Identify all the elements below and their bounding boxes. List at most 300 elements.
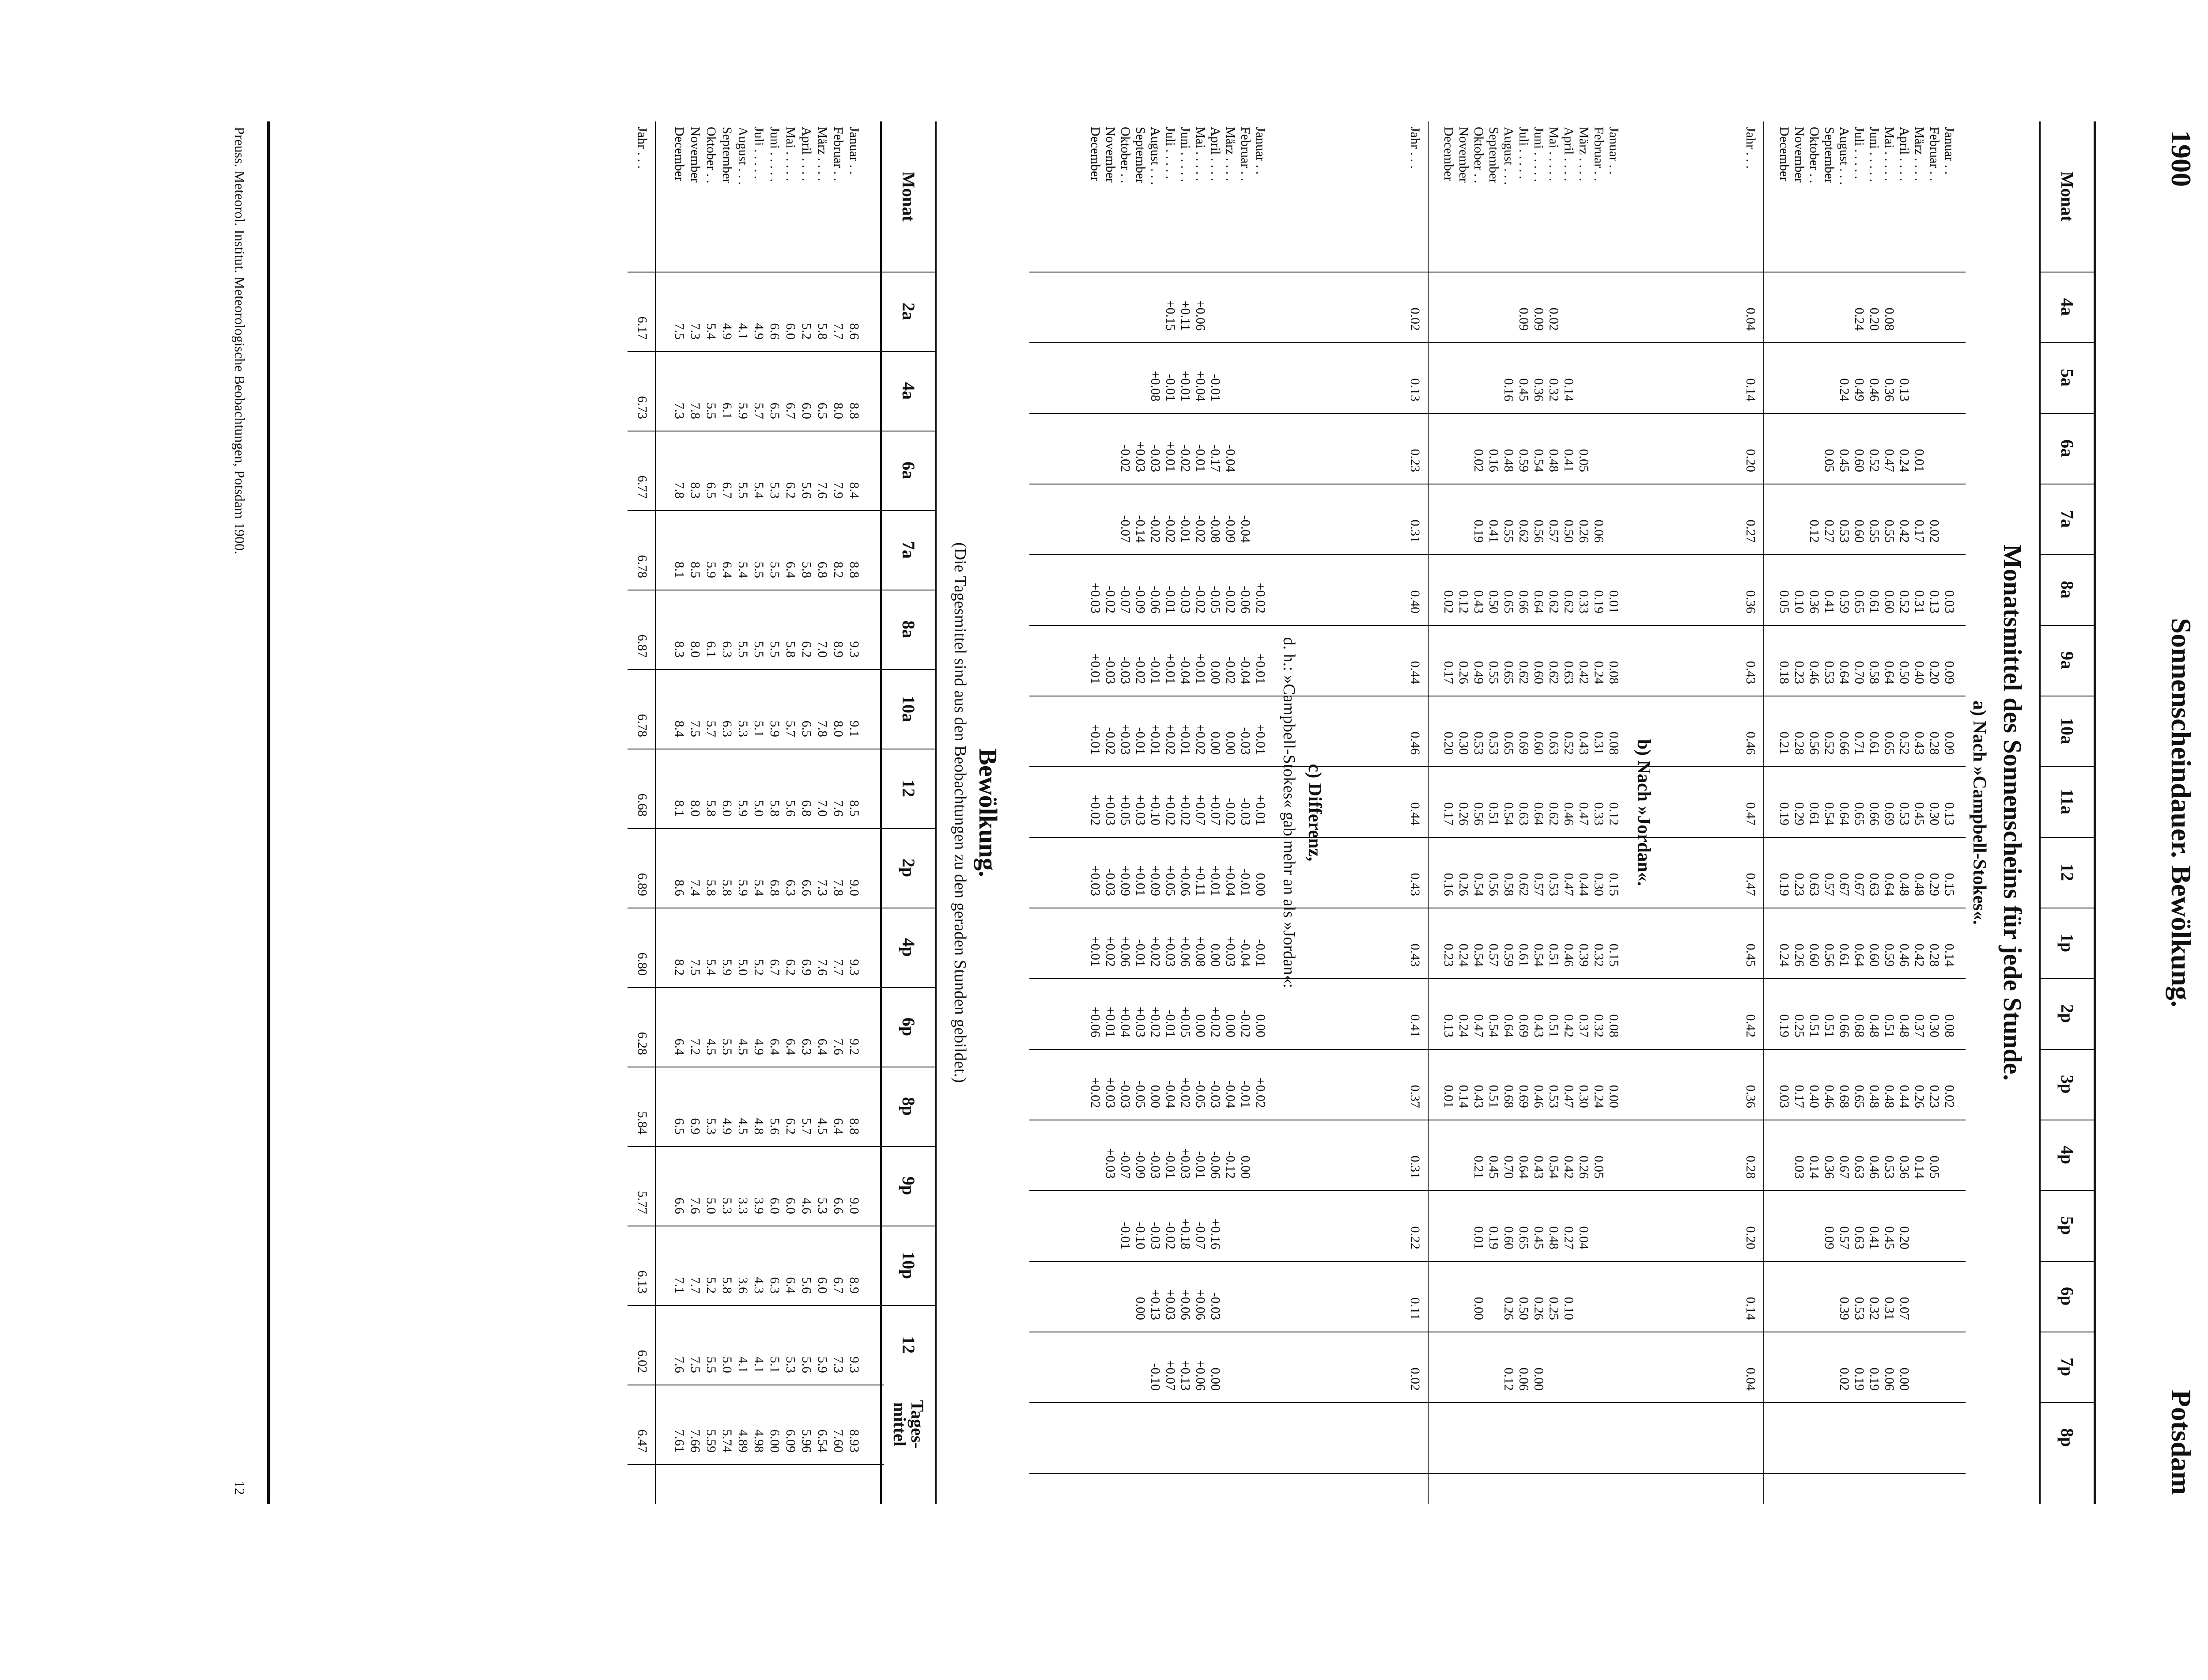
cell-value: 0.26 (1577, 1155, 1591, 1179)
cell-value: 0.32 (1867, 1297, 1882, 1320)
cell-value: 0.00 (1531, 1367, 1546, 1391)
cell-value: 0.17 (1441, 802, 1456, 825)
cell-value: +0.04 (1118, 1006, 1133, 1037)
cell-value: 0.24 (1897, 449, 1912, 472)
header-hour: 4p (2057, 1145, 2077, 1165)
cell-value: 0.27 (1822, 519, 1837, 543)
cell-value: 5.7 (783, 720, 798, 737)
cell-value: 8.3 (688, 482, 703, 499)
cell-value: 0.23 (1441, 943, 1456, 967)
cell-value: 0.46 (1867, 378, 1882, 401)
cell-value: 8.0 (831, 402, 846, 419)
cell-value: 0.39 (1837, 1297, 1852, 1320)
cell-value: -0.07 (1118, 1151, 1133, 1179)
cell-value: 4.9 (720, 1118, 734, 1135)
cell-value: 4.1 (752, 1356, 766, 1373)
cell-value: 0.56 (1486, 873, 1501, 896)
cell-value: 0.06 (1516, 1367, 1531, 1391)
cell-value: 6.4 (831, 1118, 846, 1135)
cell-value: +0.11 (1193, 866, 1208, 896)
cell-value: 8.8 (847, 1118, 862, 1135)
header-hour: 4a (2057, 298, 2077, 316)
cell-value: 0.13 (1942, 802, 1957, 825)
cell-value: -0.04 (1223, 1080, 1238, 1108)
cell-value: +0.02 (1103, 936, 1118, 967)
cell-value: 0.24 (1592, 1085, 1606, 1108)
cell-value: 4.5 (736, 1038, 750, 1055)
year-value: 0.11 (1408, 1297, 1422, 1320)
year-value: 0.47 (1743, 802, 1758, 825)
cell-value: 0.60 (1867, 943, 1882, 967)
cell-value: 0.19 (1777, 802, 1792, 825)
cell-value: 0.64 (1882, 661, 1897, 684)
cell-value: 5.0 (704, 1197, 718, 1214)
table-row (1516, 121, 1531, 1504)
cell-value: 0.64 (1882, 873, 1897, 896)
row-month-label: September (1133, 127, 1148, 184)
cell-value: -0.04 (1238, 939, 1253, 967)
cell-value: 0.68 (1852, 1014, 1867, 1037)
cell-value: 0.54 (1486, 1014, 1501, 1037)
cell-value: 8.8 (847, 561, 862, 578)
cell-value: 0.51 (1882, 1014, 1897, 1037)
page-header (2144, 121, 2197, 1504)
row-month-label: Oktober . . (704, 127, 718, 184)
cell-value: 9.3 (847, 1356, 862, 1373)
cell-value: +0.01 (1163, 441, 1178, 472)
header-hour: 8a (899, 621, 919, 638)
cell-value: -0.07 (1118, 586, 1133, 613)
cell-value: 6.1 (704, 641, 718, 658)
cell-value: 6.4 (783, 1277, 798, 1294)
row-month-label: Juni . . . . . (768, 127, 782, 182)
cell-value: 0.69 (1516, 1085, 1531, 1108)
cell-value: 7.8 (815, 720, 830, 737)
cell-value: 0.61 (1837, 943, 1852, 967)
table-row (735, 121, 750, 1504)
cell-value: 0.54 (1471, 943, 1486, 967)
cell-value: 0.13 (1927, 590, 1942, 613)
year-value: 0.43 (1408, 873, 1422, 896)
cell-value: 6.6 (799, 879, 814, 896)
cell-value: 5.8 (704, 879, 718, 896)
cell-value: -0.06 (1208, 1151, 1223, 1179)
cell-value: 0.50 (1486, 590, 1501, 613)
table-row (1807, 121, 1822, 1504)
cell-value: +0.03 (1088, 583, 1103, 613)
cell-value: -0.03 (1118, 1080, 1133, 1108)
cell-value: 0.13 (1897, 378, 1912, 401)
row-month-label: Februar . . (831, 127, 846, 182)
cell-value: 0.43 (1471, 1085, 1486, 1108)
year-label: Jahr . . . (1408, 127, 1422, 169)
cell-value: 0.36 (1897, 1155, 1912, 1179)
cell-value: 0.19 (1777, 873, 1792, 896)
cell-value: +0.01 (1193, 653, 1208, 684)
year-separator (655, 121, 656, 1504)
cell-value: 0.62 (1546, 661, 1561, 684)
cell-value: 0.41 (1561, 449, 1576, 472)
cell-value: 6.4 (768, 1038, 782, 1055)
cell-value: 0.24 (1852, 307, 1867, 331)
cell-value: -0.01 (1238, 1080, 1253, 1108)
year-value: 0.44 (1408, 661, 1422, 684)
cell-value: 0.03 (1777, 1085, 1792, 1108)
cell-value: 0.60 (1531, 731, 1546, 755)
cell-value: 0.08 (1942, 1014, 1957, 1037)
cell-value: 5.9 (736, 879, 750, 896)
table-row (703, 121, 718, 1504)
cell-value: -0.06 (1148, 586, 1163, 613)
cell-value: 5.8 (815, 323, 830, 340)
page-heading: Sonnenscheindauer. Bewölkung. (2166, 618, 2197, 1007)
cell-value: 0.12 (1456, 590, 1471, 613)
cell-value: 0.24 (1592, 661, 1606, 684)
cell-value: 0.46 (1531, 1085, 1546, 1108)
cell-value: -0.01 (1238, 868, 1253, 896)
column-divider (628, 1464, 884, 1465)
column-divider (1029, 1402, 1966, 1403)
cell-value: +0.02 (1193, 724, 1208, 755)
cell-value: 0.41 (1867, 1226, 1882, 1249)
cell-value: 7.3 (688, 323, 703, 340)
cell-value: 4.9 (752, 323, 766, 340)
cell-value: 0.16 (1486, 449, 1501, 472)
header-hour: 5p (2057, 1216, 2077, 1235)
header-hour: 7p (2057, 1357, 2077, 1377)
cell-value: 0.50 (1516, 1297, 1531, 1320)
cell-value: 0.61 (1807, 802, 1822, 825)
cell-value: 3.6 (736, 1277, 750, 1294)
cell-value: 0.05 (1592, 1155, 1606, 1179)
cell-value: 0.53 (1486, 731, 1501, 755)
row-month-label: November (1792, 127, 1807, 183)
row-month-label: December (672, 127, 687, 182)
cell-value: 0.62 (1516, 519, 1531, 543)
header-hour: 7a (2057, 510, 2077, 528)
cell-value: 0.66 (1516, 590, 1531, 613)
cell-value: 7.3 (672, 402, 687, 419)
row-month-label: December (1088, 127, 1103, 182)
cell-value: 5.8 (704, 800, 718, 817)
cell-value: 0.43 (1471, 590, 1486, 613)
cell-value: 0.46 (1561, 943, 1576, 967)
cell-value: -0.01 (1163, 1151, 1178, 1179)
cell-value: 5.2 (752, 959, 766, 976)
row-month-label: August . . . (1148, 127, 1163, 185)
cell-value: 0.30 (1592, 873, 1606, 896)
cell-value: +0.03 (1088, 865, 1103, 896)
year-value: 6.73 (635, 396, 650, 419)
column-divider (1029, 1261, 1966, 1262)
cell-value: -0.02 (1238, 1010, 1253, 1037)
column-divider (1029, 1473, 1966, 1474)
cell-value: 0.02 (1942, 1085, 1957, 1108)
cell-value: 0.53 (1471, 731, 1486, 755)
cell-value: 7.9 (831, 482, 846, 499)
cell-value: 0.00 (1253, 1014, 1268, 1037)
cell-value: 0.00 (1133, 1297, 1148, 1320)
cell-value: 8.8 (847, 402, 862, 419)
year-value: 0.22 (1408, 1226, 1422, 1249)
cell-value: 5.3 (783, 1356, 798, 1373)
row-month-label: Januar . . (1942, 127, 1957, 175)
cell-value: 9.3 (847, 641, 862, 658)
cell-value: +0.01 (1133, 865, 1148, 896)
cell-value: 0.02 (1441, 590, 1456, 613)
year-value: 0.44 (1408, 802, 1422, 825)
cell-value: 0.24 (1777, 943, 1792, 967)
cell-value: 8.0 (831, 720, 846, 737)
cell-value: -0.02 (1163, 515, 1178, 543)
table-row (1441, 121, 1456, 1504)
cell-value: 0.57 (1546, 519, 1561, 543)
header-hour: 8a (2057, 581, 2077, 598)
cell-value: 0.59 (1882, 943, 1897, 967)
cell-value: 6.8 (768, 879, 782, 896)
table-row (1867, 121, 1882, 1504)
cell-value: 8.6 (672, 879, 687, 896)
cell-value: 6.8 (815, 561, 830, 578)
cell-value: 0.23 (1792, 873, 1807, 896)
cell-value: 0.05 (1777, 590, 1792, 613)
header-hour: 12 (899, 1336, 919, 1354)
cell-value: 0.28 (1927, 731, 1942, 755)
cell-value: 0.00 (1223, 731, 1238, 755)
cell-value: 0.00 (1208, 943, 1223, 967)
row-month-label: September (1486, 127, 1501, 184)
table-row (799, 121, 814, 1504)
cell-value: 8.9 (847, 1277, 862, 1294)
cell-value: 0.65 (1516, 1226, 1531, 1249)
cell-value: 6.2 (783, 1118, 798, 1135)
table-row (1546, 121, 1561, 1504)
cell-value: 0.30 (1456, 731, 1471, 755)
cell-value: 0.26 (1577, 519, 1591, 543)
cell-value: 0.26 (1501, 1297, 1516, 1320)
cell-value: 0.63 (1852, 1226, 1867, 1249)
table-row (1253, 121, 1268, 1504)
column-divider (628, 1146, 884, 1147)
cell-value: 0.46 (1897, 943, 1912, 967)
cell-value: -0.03 (1238, 798, 1253, 825)
cell-value: +0.06 (1118, 936, 1133, 967)
year-value: 6.68 (635, 793, 650, 817)
table-row (1486, 121, 1501, 1504)
cell-value: 0.45 (1837, 449, 1852, 472)
year-value: 0.47 (1743, 873, 1758, 896)
cell-value: +0.09 (1148, 865, 1163, 896)
cell-value: -0.02 (1148, 515, 1163, 543)
table-row (1561, 121, 1576, 1504)
cell-value: 7.66 (688, 1429, 703, 1453)
cell-value: -0.02 (1103, 586, 1118, 613)
year-value: 6.89 (635, 873, 650, 896)
column-divider (628, 669, 884, 670)
cell-value: +0.03 (1133, 441, 1148, 472)
row-month-label: Mai . . . . . (1882, 127, 1897, 182)
cell-value: 0.59 (1501, 943, 1516, 967)
year-value: 0.40 (1408, 590, 1422, 613)
column-divider (882, 987, 935, 988)
cell-value: 0.48 (1867, 1014, 1882, 1037)
cell-value: +0.01 (1178, 371, 1193, 401)
column-divider (628, 510, 884, 511)
column-divider (628, 351, 884, 352)
column-divider (2041, 1190, 2094, 1191)
cell-value: 6.4 (720, 561, 734, 578)
cell-value: 5.0 (736, 959, 750, 976)
year-value: 6.02 (635, 1350, 650, 1373)
cell-value: -0.03 (1208, 1080, 1223, 1108)
cell-value: 0.49 (1471, 661, 1486, 684)
cell-value: 0.64 (1852, 943, 1867, 967)
cell-value: 0.25 (1546, 1297, 1561, 1320)
cell-value: 7.8 (672, 482, 687, 499)
cell-value: 0.31 (1912, 590, 1927, 613)
cell-value: 8.1 (672, 800, 687, 817)
cell-value: 0.65 (1501, 731, 1516, 755)
row-month-label: Januar . . (1607, 127, 1621, 175)
header-hour: 5a (2057, 369, 2077, 386)
cell-value: -0.08 (1208, 515, 1223, 543)
cell-value: 4.6 (799, 1197, 814, 1214)
year-value: 0.23 (1408, 449, 1422, 472)
cell-value: 5.3 (720, 1197, 734, 1214)
cell-value: -0.01 (1163, 374, 1178, 401)
cell-value: 0.64 (1531, 590, 1546, 613)
cell-value: 8.0 (688, 800, 703, 817)
table-row (1912, 121, 1927, 1504)
cell-value: +0.02 (1163, 724, 1178, 755)
cell-value: 0.00 (1208, 661, 1223, 684)
year-label: Jahr . . . (1743, 127, 1758, 169)
cell-value: 6.5 (815, 402, 830, 419)
cell-value: -0.03 (1178, 586, 1193, 613)
cell-value: +0.05 (1118, 795, 1133, 825)
row-month-label: November (688, 127, 703, 183)
table-row (1882, 121, 1897, 1504)
cell-value: +0.03 (1133, 795, 1148, 825)
cell-value: 0.52 (1822, 731, 1837, 755)
cell-value: -0.17 (1208, 444, 1223, 472)
cell-value: 8.2 (672, 959, 687, 976)
cell-value: 4.89 (736, 1429, 750, 1453)
cell-value: -0.10 (1133, 1222, 1148, 1249)
row-month-label: Mai . . . . . (1193, 127, 1208, 182)
cell-value: 0.65 (1501, 590, 1516, 613)
column-divider (2041, 554, 2094, 555)
cell-value: 6.7 (831, 1277, 846, 1294)
cell-value: 0.26 (1456, 802, 1471, 825)
year-value: 0.31 (1408, 519, 1422, 543)
cell-value: 6.7 (768, 959, 782, 976)
cell-value: 6.2 (783, 482, 798, 499)
cell-value: 0.51 (1546, 1014, 1561, 1037)
column-divider (1029, 554, 1966, 555)
cell-value: 0.01 (1471, 1226, 1486, 1249)
row-month-label: März . . . . (1577, 127, 1591, 182)
cell-value: 0.21 (1471, 1155, 1486, 1179)
header-hour: 6a (899, 462, 919, 479)
cell-value: 0.53 (1546, 873, 1561, 896)
column-divider (1029, 1049, 1966, 1050)
cell-value: 0.03 (1942, 590, 1957, 613)
cell-value: 0.60 (1882, 590, 1897, 613)
cell-value: -0.14 (1133, 515, 1148, 543)
cell-value: 0.20 (1867, 307, 1882, 331)
cell-value: 0.02 (1927, 519, 1942, 543)
cell-value: 0.57 (1822, 873, 1837, 896)
cell-value: +0.06 (1178, 1289, 1193, 1320)
cell-value: 5.59 (704, 1429, 718, 1453)
cell-value: 0.48 (1546, 1226, 1561, 1249)
cell-value: 0.19 (1777, 1014, 1792, 1037)
row-month-label: Oktober . . (1807, 127, 1822, 184)
cell-value: +0.01 (1253, 795, 1268, 825)
cell-value: 0.02 (1837, 1367, 1852, 1391)
cell-value: 5.3 (704, 1118, 718, 1135)
cell-value: 7.6 (688, 1197, 703, 1214)
cell-value: +0.05 (1163, 865, 1178, 896)
row-month-label: März . . . . (1912, 127, 1927, 182)
cell-value: 5.0 (752, 800, 766, 817)
table-row (1193, 121, 1208, 1504)
cell-value: -0.03 (1148, 1151, 1163, 1179)
cell-value: 5.5 (768, 561, 782, 578)
column-divider (882, 828, 935, 829)
cell-value: 0.00 (1223, 1014, 1238, 1037)
cell-value: 0.60 (1807, 943, 1822, 967)
cell-value: 0.00 (1253, 873, 1268, 896)
cell-value: -0.10 (1148, 1363, 1163, 1391)
cell-value: 5.5 (768, 641, 782, 658)
cell-value: 0.45 (1516, 378, 1531, 401)
year-value: 0.28 (1743, 1155, 1758, 1179)
cell-value: 0.52 (1561, 731, 1576, 755)
year-value: 0.04 (1743, 307, 1758, 331)
cell-value: +0.02 (1178, 1077, 1193, 1108)
cell-value: -0.02 (1223, 656, 1238, 684)
header-hour: 8p (899, 1097, 919, 1116)
cell-value: +0.06 (1193, 1360, 1208, 1391)
cell-value: 7.6 (831, 1038, 846, 1055)
cell-value: -0.01 (1193, 444, 1208, 472)
cell-value: -0.03 (1148, 1222, 1163, 1249)
cell-value: 0.30 (1927, 1014, 1942, 1037)
cell-value: 0.63 (1867, 873, 1882, 896)
cell-value: 5.4 (752, 482, 766, 499)
cell-value: 0.30 (1577, 1085, 1591, 1108)
cell-value: 5.9 (736, 402, 750, 419)
cell-value: 0.60 (1531, 661, 1546, 684)
cell-value: 0.05 (1822, 449, 1837, 472)
cell-value: +0.15 (1163, 300, 1178, 331)
cell-value: 0.31 (1882, 1297, 1897, 1320)
cell-value: 0.09 (1531, 307, 1546, 331)
column-divider (1029, 413, 1966, 414)
row-month-label: Januar . . (847, 127, 862, 175)
cell-value: +0.05 (1178, 1006, 1193, 1037)
cell-value: 0.54 (1471, 873, 1486, 896)
cell-value: -0.01 (1208, 374, 1223, 401)
header-hour: 12 (899, 779, 919, 797)
cell-value: 0.27 (1561, 1226, 1576, 1249)
table-row (1897, 121, 1912, 1504)
cell-value: 7.7 (831, 959, 846, 976)
cell-value: 5.6 (799, 1356, 814, 1373)
cell-value: 6.3 (783, 879, 798, 896)
